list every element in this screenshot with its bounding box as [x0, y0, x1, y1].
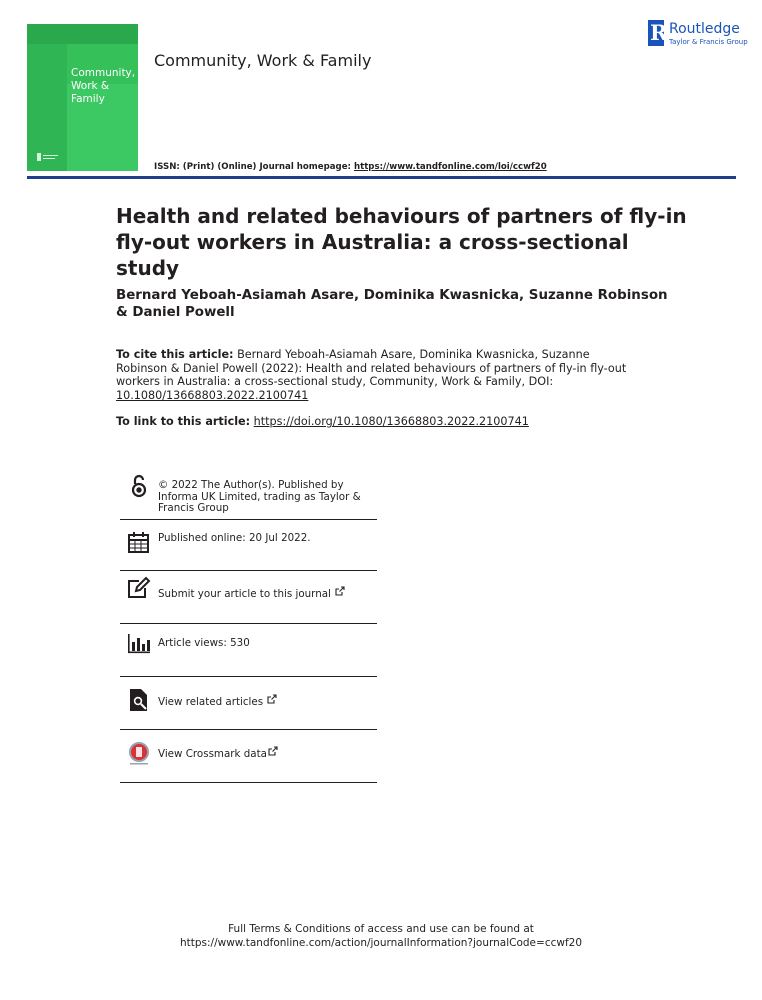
view-related-articles-link[interactable] [158, 694, 277, 709]
issn-line [154, 162, 547, 172]
cover-decoration [27, 44, 67, 171]
footer-terms-link[interactable]: https://www.tandfonline.com/action/journalInformation?journalCode=ccwf20 [179, 937, 583, 949]
related-row[interactable] [120, 677, 377, 730]
external-link-icon [267, 694, 277, 708]
published-row [120, 520, 377, 571]
edit-icon [126, 576, 152, 602]
journal-title: Community, Work & Family [154, 51, 372, 70]
article-link [116, 415, 676, 429]
views-row [120, 624, 377, 677]
footer-terms-text: Full Terms & Conditions of access and use can be found at [228, 923, 534, 935]
related-articles-search-icon [126, 687, 152, 713]
bar-chart-icon [126, 631, 152, 657]
journal-cover [27, 24, 138, 171]
citation-label: To cite this article: [116, 348, 234, 361]
citation-doi-link[interactable]: 10.1080/13668803.2022.2100741 [116, 388, 309, 402]
related-articles-label: View related articles [158, 696, 264, 708]
external-link-icon [268, 746, 278, 760]
article-title: Health and related behaviours of partners of fly-in fly-out workers in Australia: a cross-sectional study [116, 204, 687, 280]
crossmark-label: View Crossmark data [158, 748, 267, 760]
copyright-row [120, 472, 377, 520]
citation [116, 348, 636, 402]
copyright-text: © 2022 The Author(s). Published by Informa UK Limited, trading as Taylor & Francis Group [158, 479, 361, 514]
article-views: Article views: 530 [158, 637, 250, 649]
issn-label: ISSN: (Print) (Online) Journal homepage: [154, 162, 351, 172]
publisher-subtitle: Taylor & Francis Group [669, 38, 748, 46]
citation-text: Bernard Yeboah-Asiamah Asare, Dominika Kwasnicka, Suzanne Robinson & Daniel Powell (2022): Health and related behaviours of partners of fly-in fly-out workers in Australia: a cross-sectional study, Community, Work & Family, DOI: [116, 348, 627, 389]
article-doi-link[interactable]: https://doi.org/10.1080/13668803.2022.2100741 [253, 415, 529, 428]
routledge-logo-letter: R [650, 20, 668, 45]
crossmark-icon [126, 741, 152, 767]
calendar-icon [126, 530, 152, 556]
article-link-label: To link to this article: [116, 415, 251, 428]
cover-title: Community, Work & Family [71, 67, 136, 105]
cover-publisher-logo [37, 153, 59, 162]
submit-row[interactable] [120, 571, 377, 624]
published-date: Published online: 20 Jul 2022. [158, 532, 311, 544]
footer [130, 922, 632, 950]
cover-band [27, 24, 138, 44]
submit-article-link[interactable] [158, 586, 345, 601]
article-authors: Bernard Yeboah-Asiamah Asare, Dominika Kwasnicka, Suzanne Robinson & Daniel Powell [116, 288, 668, 320]
publisher-name: Routledge [669, 21, 740, 37]
routledge-logo-icon [648, 20, 668, 46]
external-link-icon [335, 586, 345, 600]
crossmark-row[interactable] [120, 730, 377, 783]
journal-homepage-link[interactable]: https://www.tandfonline.com/loi/ccwf20 [353, 162, 547, 172]
header-divider [27, 176, 736, 179]
open-access-lock-icon [126, 473, 152, 499]
submit-article-label: Submit your article to this journal [158, 588, 331, 600]
article-info-list [120, 472, 377, 783]
view-crossmark-link[interactable] [158, 746, 278, 761]
